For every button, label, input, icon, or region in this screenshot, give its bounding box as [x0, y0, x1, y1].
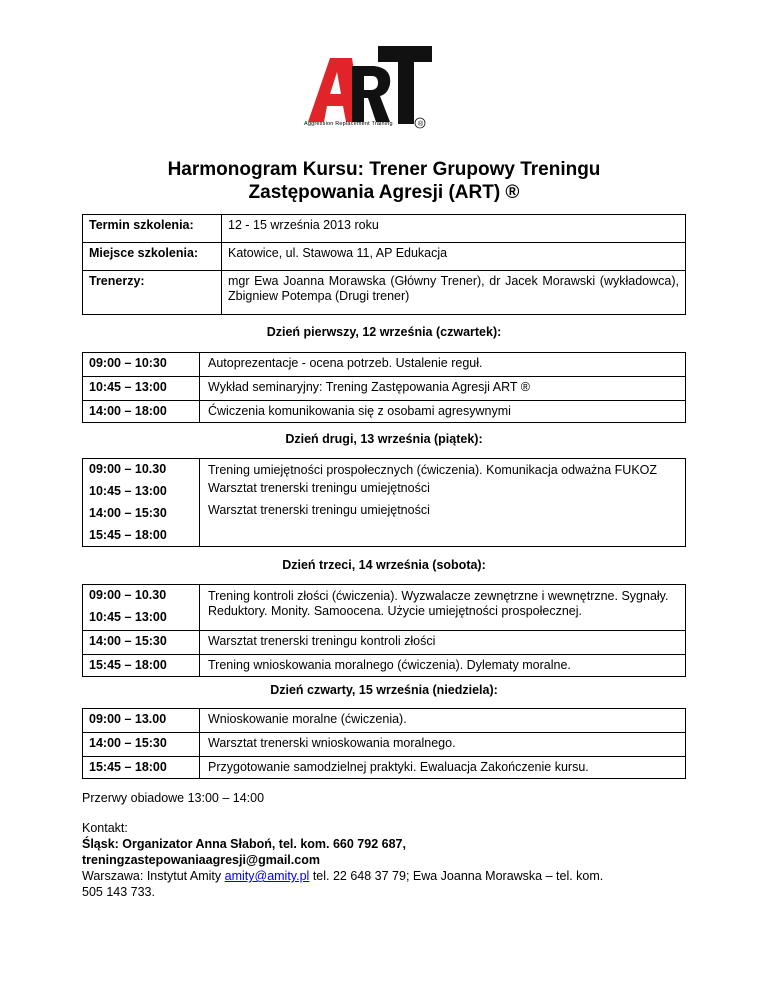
table-row: [83, 631, 686, 655]
time-cell: 14:00 – 18:00: [83, 401, 200, 423]
day-4-schedule: [82, 708, 686, 779]
activity-cell: Przygotowanie samodzielnej praktyki. Ewaluacja Zakończenie kursu.: [200, 757, 686, 779]
table-row: [83, 709, 686, 733]
day-1-heading: Dzień pierwszy, 12 września (czwartek):: [266, 325, 502, 339]
title-line-1: Harmonogram Kursu: Trener Grupowy Treningu: [167, 159, 601, 180]
contact-label: Kontakt:: [82, 821, 128, 835]
day-3-schedule: [82, 584, 686, 677]
info-value: 12 - 15 września 2013 roku: [222, 215, 686, 243]
time-cell: 15:45 – 18:00: [83, 525, 200, 547]
registered-mark: ®: [418, 121, 424, 128]
time-cell: 09:00 – 10:30: [83, 353, 200, 377]
activity-text: Trening umiejętności prospołecznych (ćwiczenia). Komunikacja odważna FUKOZ: [208, 463, 658, 477]
activity-cell: Trening kontroli złości (ćwiczenia). Wyzwalacze zewnętrzne i wewnętrzne. Sygnały. Reduktory. Monity. Samoocena. Użycie umiejętności prospołecznej.: [200, 585, 686, 631]
activity-cell: Autoprezentacje - ocena potrzeb. Ustalenie reguł.: [200, 353, 686, 377]
activity-text: Warsztat trenerski treningu umiejętności: [208, 481, 430, 495]
title-line-2: Zastępowania Agresji (ART) ®: [248, 182, 520, 203]
contact-warsaw-line2: 505 143 733.: [82, 885, 155, 899]
time-cell: 14:00 – 15:30: [83, 631, 200, 655]
info-label: Trenerzy:: [83, 271, 222, 315]
contact-warsaw: [82, 868, 702, 884]
table-row: [83, 401, 686, 423]
day-2-schedule: [82, 458, 686, 547]
table-row: [83, 215, 686, 243]
day-4-heading: Dzień czwarty, 15 września (niedziela):: [270, 683, 498, 697]
time-cell: 09:00 – 13.00: [83, 709, 200, 733]
table-row: [83, 655, 686, 677]
time-cell: 14:00 – 15:30: [83, 733, 200, 757]
contact-email: treningzastepowaniaagresji@gmail.com: [82, 853, 320, 867]
table-row: [83, 459, 686, 481]
activity-cell: [200, 459, 686, 547]
info-value: Katowice, ul. Stawowa 11, AP Edukacja: [222, 243, 686, 271]
info-label: Termin szkolenia:: [83, 215, 222, 243]
activity-cell: Trening wnioskowania moralnego (ćwiczenia). Dylematy moralne.: [200, 655, 686, 677]
time-cell: 10:45 – 13:00: [83, 607, 200, 631]
time-cell: 15:45 – 18:00: [83, 757, 200, 779]
table-row: [83, 353, 686, 377]
activity-cell: Wnioskowanie moralne (ćwiczenia).: [200, 709, 686, 733]
day-1-schedule: [82, 352, 686, 423]
table-row: [83, 271, 686, 315]
amity-email-link[interactable]: amity@amity.pl: [224, 869, 310, 883]
table-row: [83, 733, 686, 757]
activity-cell: Warsztat trenerski wnioskowania moralnego.: [200, 733, 686, 757]
time-cell: 09:00 – 10.30: [83, 459, 200, 481]
logo-caption: Aggression Replacement Training: [304, 121, 393, 127]
activity-cell: Ćwiczenia komunikowania się z osobami agresywnymi: [200, 401, 686, 423]
day-2-heading: Dzień drugi, 13 września (piątek):: [285, 432, 483, 446]
warsaw-suffix: tel. 22 648 37 79; Ewa Joanna Morawska – tel. kom.: [309, 869, 604, 883]
activity-cell: Warsztat trenerski treningu kontroli złości: [200, 631, 686, 655]
lunch-breaks-note: Przerwy obiadowe 13:00 – 14:00: [82, 791, 265, 805]
time-cell: 10:45 – 13:00: [83, 481, 200, 503]
day-3-heading: Dzień trzeci, 14 września (sobota):: [282, 558, 486, 572]
course-info-table: [82, 214, 686, 315]
table-row: [83, 243, 686, 271]
contact-block: [82, 820, 702, 900]
contact-silesia: Śląsk: Organizator Anna Słaboń, tel. kom. 660 792 687,: [82, 837, 406, 851]
time-cell: 10:45 – 13:00: [83, 377, 200, 401]
page-title: [60, 158, 708, 204]
activity-cell: Wykład seminaryjny: Trening Zastępowania Agresji ART ®: [200, 377, 686, 401]
activity-text: Warsztat trenerski treningu umiejętności: [208, 503, 430, 517]
info-value: mgr Ewa Joanna Morawska (Główny Trener), dr Jacek Morawski (wykładowca), Zbigniew Potempa (Drugi trener): [222, 271, 686, 315]
table-row: [83, 377, 686, 401]
info-label: Miejsce szkolenia:: [83, 243, 222, 271]
time-cell: 09:00 – 10.30: [83, 585, 200, 607]
time-cell: 15:45 – 18:00: [83, 655, 200, 677]
table-row: [83, 757, 686, 779]
table-row: [83, 585, 686, 607]
time-cell: 14:00 – 15:30: [83, 503, 200, 525]
warsaw-prefix: Warszawa: Instytut Amity: [82, 869, 225, 883]
